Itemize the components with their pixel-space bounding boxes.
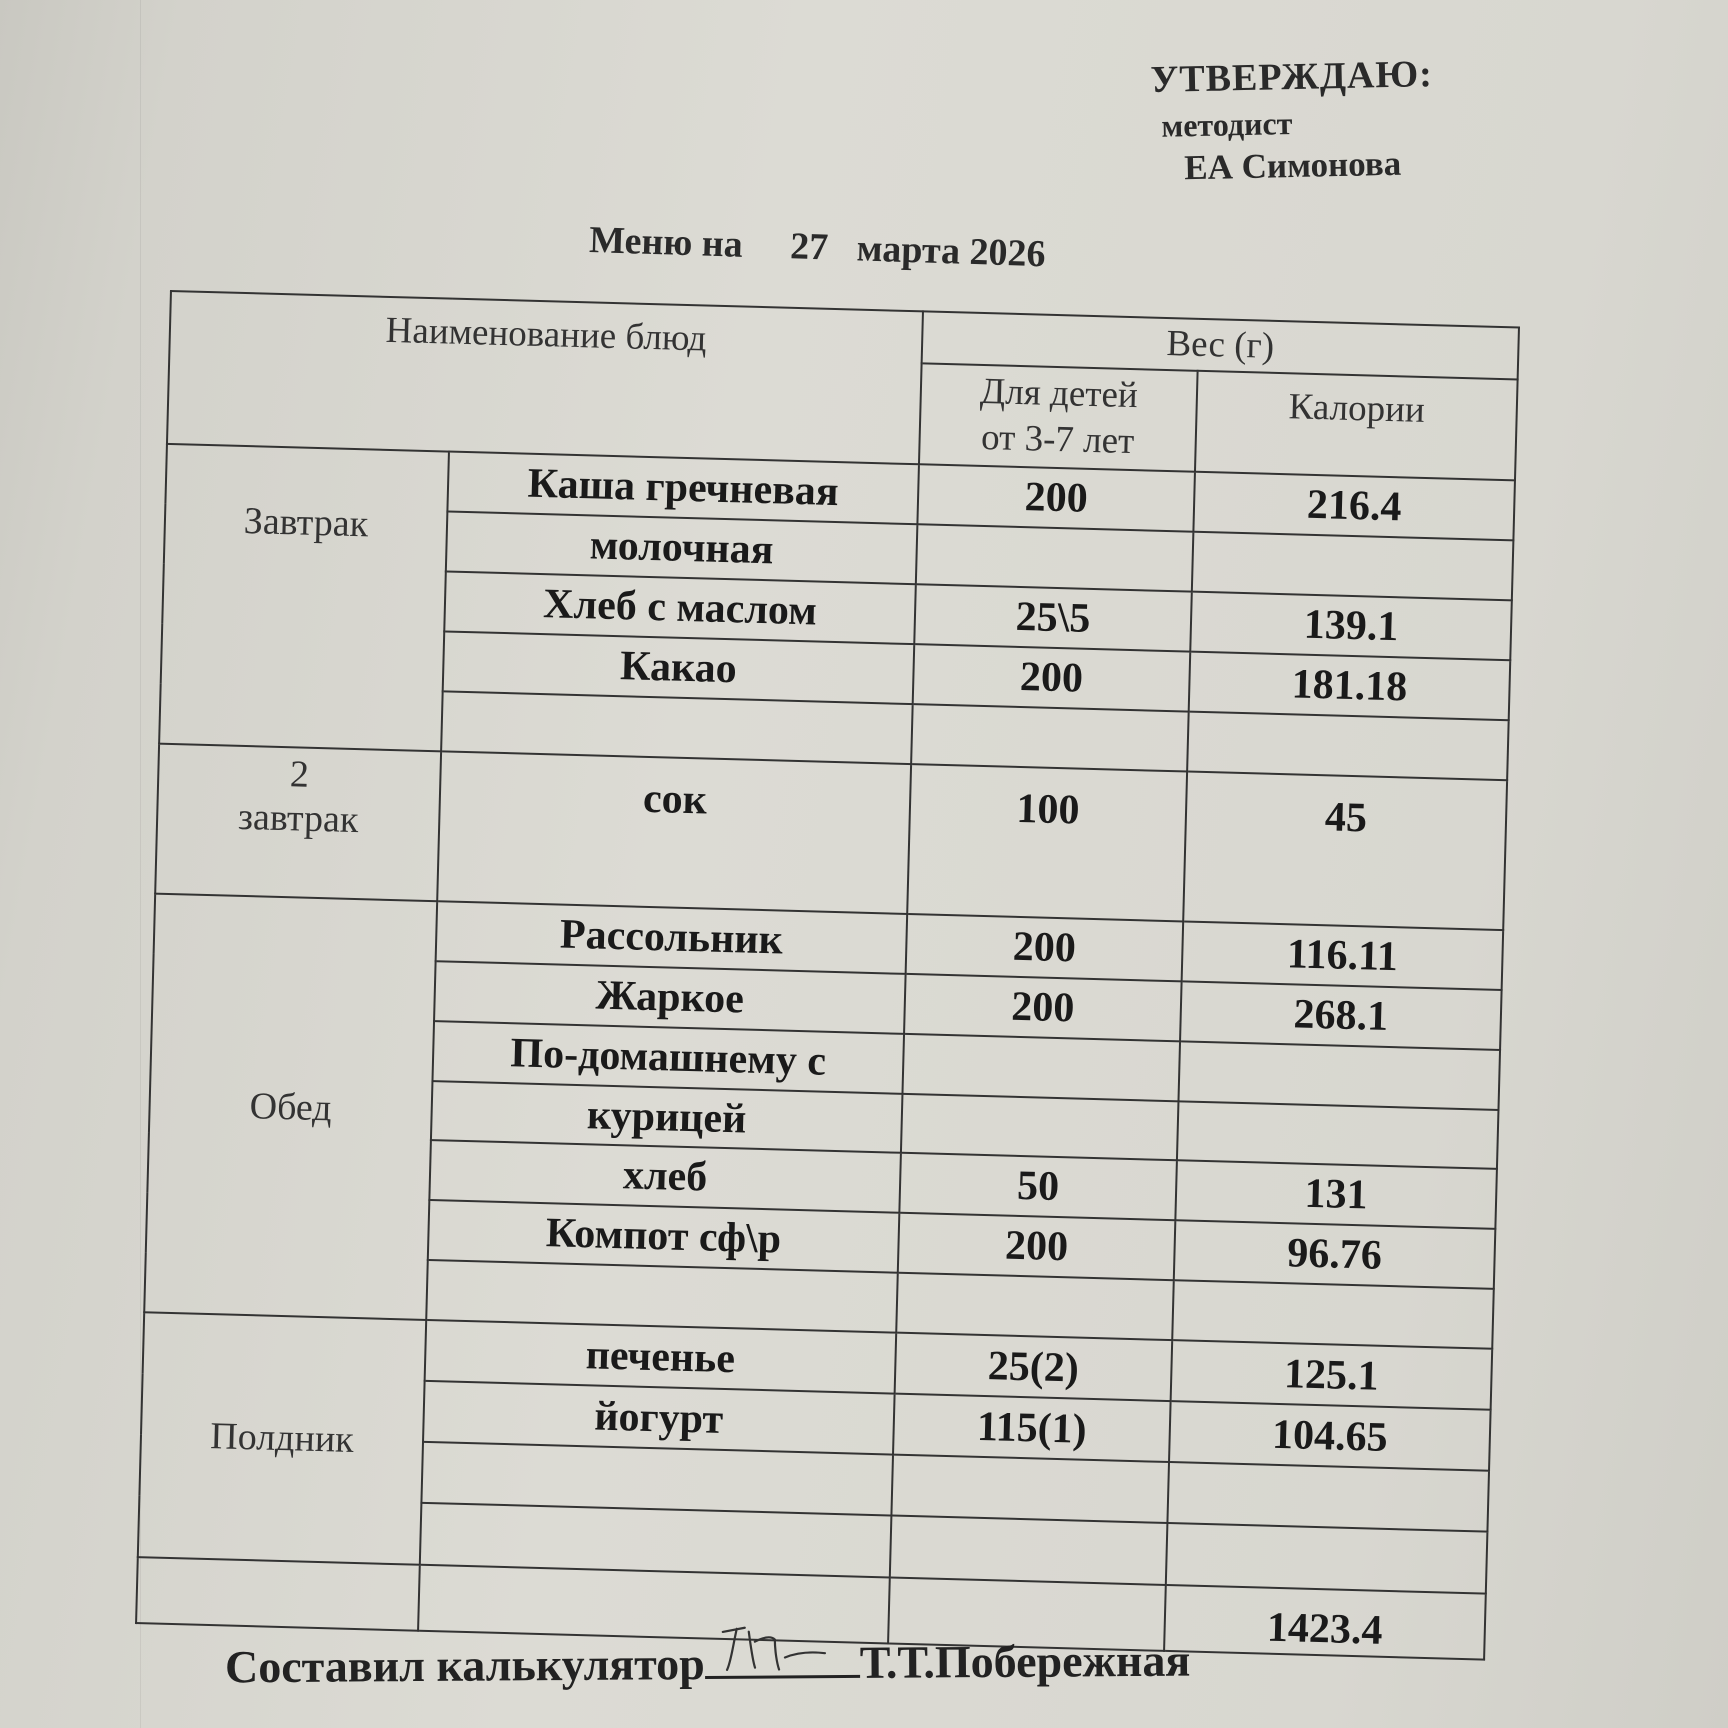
weight-cell [891, 1455, 1169, 1523]
dish-cell: молочная [446, 511, 918, 584]
approval-name: ЕА Симонова [1183, 143, 1402, 188]
kcal-cell [1187, 711, 1509, 780]
kcal-cell [1172, 1281, 1494, 1350]
header-calories: Калории [1195, 370, 1518, 480]
kcal-cell: 268.1 [1180, 981, 1502, 1050]
total-label [136, 1557, 420, 1631]
kcal-cell: 139.1 [1190, 591, 1512, 660]
handwritten-signature-icon [714, 1617, 844, 1678]
kcal-cell: 45 [1183, 771, 1507, 929]
composer-name: Т.Т.Побережная [859, 1634, 1191, 1688]
dish-cell: сок [437, 751, 911, 914]
header-weight: Вес (г) [922, 311, 1519, 379]
kcal-cell [1167, 1462, 1489, 1532]
dish-cell: Хлеб с маслом [444, 571, 916, 644]
approval-block [1150, 52, 1435, 189]
kcal-cell [1177, 1101, 1499, 1170]
menu-title [589, 218, 1047, 276]
kcal-cell [1178, 1041, 1500, 1110]
meal-breakfast: Завтрак [159, 444, 449, 751]
weight-cell [916, 524, 1194, 591]
weight-cell: 200 [906, 914, 1184, 981]
meal-lunch: Обед [144, 893, 437, 1320]
meal-second-breakfast: 2 завтрак [155, 743, 441, 900]
header-dish-name: Наименование блюд [167, 291, 923, 464]
kcal-cell [1166, 1523, 1488, 1593]
kcal-cell [1192, 532, 1514, 601]
weight-cell: 25(2) [895, 1333, 1173, 1401]
kcal-cell: 131 [1175, 1161, 1497, 1230]
meal-snack: Полдник [138, 1313, 426, 1565]
kcal-cell: 96.76 [1174, 1221, 1496, 1290]
footer-signature [225, 1633, 1191, 1694]
dish-cell: Компот сф\р [428, 1200, 900, 1273]
dish-cell: Каша гречневая [447, 451, 919, 524]
weight-cell [896, 1273, 1174, 1340]
approval-heading: УТВЕРЖДАЮ: [1150, 53, 1434, 101]
weight-cell: 200 [898, 1213, 1176, 1280]
menu-table-wrap [135, 290, 1518, 1661]
total-kcal: 1423.4 [1164, 1584, 1486, 1659]
menu-table [135, 290, 1520, 1661]
weight-cell: 200 [917, 464, 1195, 531]
kcal-cell: 104.65 [1169, 1401, 1491, 1471]
composed-by-label: Составил калькулятор [224, 1638, 705, 1693]
kcal-cell: 216.4 [1193, 472, 1515, 541]
weight-cell: 25\5 [914, 584, 1192, 651]
weight-cell: 115(1) [893, 1394, 1171, 1462]
signature-mark [705, 1635, 860, 1679]
dish-cell: печенье [425, 1320, 897, 1394]
dish-cell: курицей [431, 1081, 903, 1154]
dish-cell: Рассольник [436, 901, 908, 974]
dish-cell: йогурт [423, 1381, 895, 1455]
weight-cell [901, 1093, 1179, 1160]
title-month-year: марта 2026 [856, 227, 1047, 276]
dish-cell: По-домашнему с [432, 1021, 904, 1094]
approval-position: методист [1161, 105, 1293, 144]
header-children: Для детей от 3-7 лет [919, 363, 1198, 472]
weight-cell: 100 [907, 764, 1187, 921]
dish-cell: хлеб [429, 1141, 901, 1214]
header-row [170, 291, 1519, 379]
kcal-cell: 116.11 [1182, 921, 1504, 990]
weight-cell: 200 [904, 973, 1182, 1040]
dish-cell: Жаркое [434, 961, 906, 1034]
weight-cell [911, 704, 1189, 771]
weight-cell [902, 1033, 1180, 1100]
dish-cell: Какао [443, 631, 915, 704]
weight-cell: 50 [899, 1153, 1177, 1220]
title-day: 27 [789, 225, 829, 269]
title-prefix: Меню на [588, 218, 744, 266]
weight-cell: 200 [913, 644, 1191, 711]
kcal-cell: 181.18 [1189, 651, 1511, 720]
weight-cell [890, 1516, 1168, 1584]
kcal-cell: 125.1 [1171, 1341, 1493, 1411]
